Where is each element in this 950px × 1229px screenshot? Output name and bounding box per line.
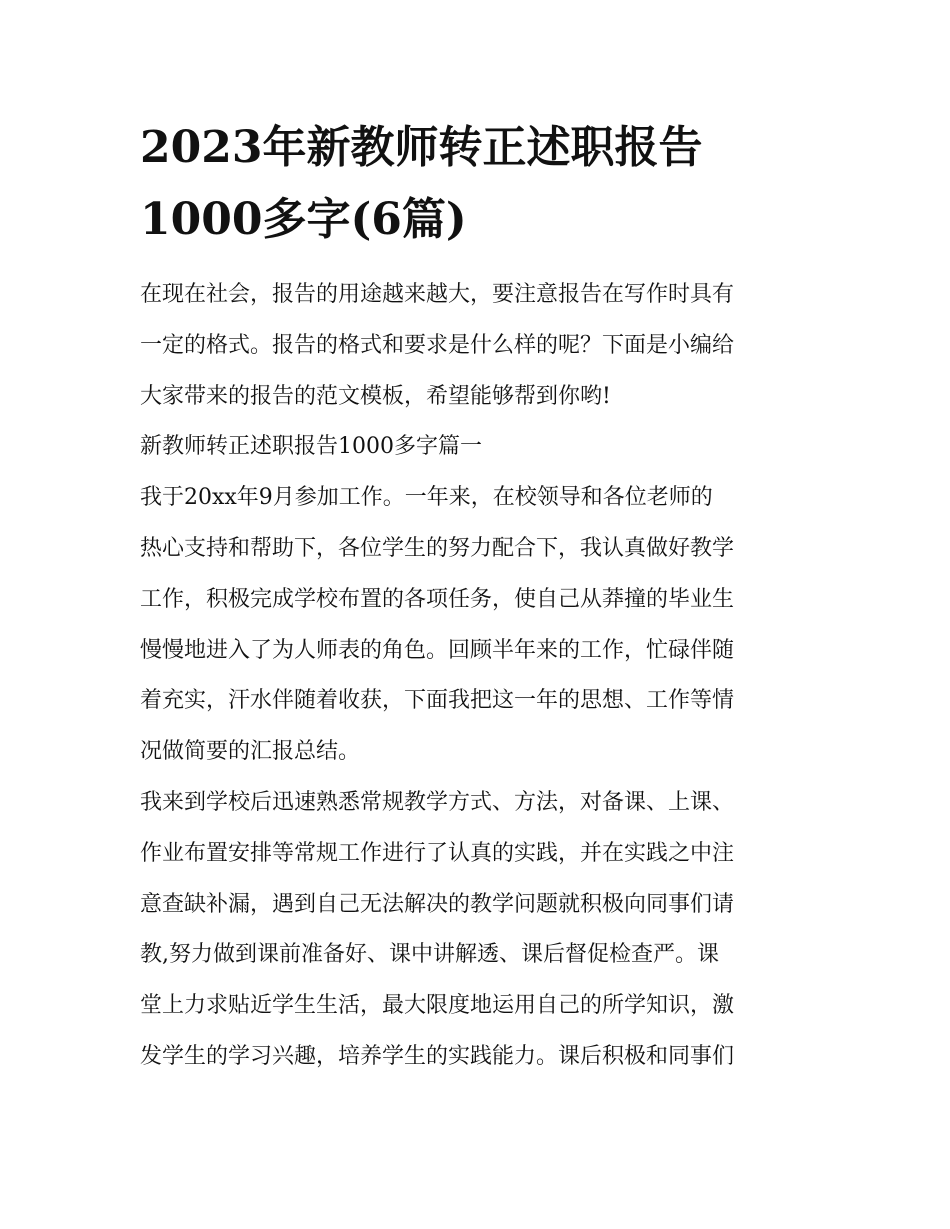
paragraph-line: 堂上力求贴近学生生活，最大限度地运用自己的所学知识，激 (140, 993, 735, 1019)
section-heading (140, 422, 815, 473)
body-paragraph-1 (140, 473, 815, 778)
paragraph-line: 发学生的学习兴趣，培养学生的实践能力。课后积极和同事们 (140, 1043, 735, 1069)
paragraph-line: 大家带来的报告的范文模板，希望能够帮到你哟! (140, 383, 611, 409)
paragraph-line: 作业布置安排等常规工作进行了认真的实践，并在实践之中注 (140, 840, 735, 866)
intro-paragraph (140, 270, 815, 422)
paragraph-line: 我来到学校后迅速熟悉常规教学方式、方法，对备课、上课、 (140, 789, 735, 815)
paragraph-line: 我于20xx年9月参加工作。一年来，在校领导和各位老师的 (140, 485, 713, 511)
document-body (140, 270, 815, 1083)
paragraph-line: 教,努力做到课前准备好、课中讲解透、课后督促检查严。课 (140, 942, 719, 968)
paragraph-line: 工作，积极完成学校布置的各项任务，使自己从莽撞的毕业生 (140, 586, 735, 612)
title-line-1: 2023年新教师转正述职报告 (140, 122, 703, 173)
document-content (140, 112, 815, 1083)
paragraph-line: 意查缺补漏，遇到自己无法解决的教学问题就积极向同事们请 (140, 891, 735, 917)
document-title (140, 112, 815, 256)
paragraph-line: 况做简要的汇报总结。 (140, 739, 361, 765)
paragraph-line: 在现在社会，报告的用途越来越大，要注意报告在写作时具有 (140, 282, 735, 307)
title-line-2: 1000多字(6篇) (140, 194, 467, 245)
paragraph-line: 慢慢地进入了为人师表的角色。回顾半年来的工作，忙碌伴随 (140, 637, 735, 663)
paragraph-line: 着充实，汗水伴随着收获，下面我把这一年的思想、工作等情 (140, 688, 735, 714)
paragraph-line: 热心支持和帮助下，各位学生的努力配合下，我认真做好教学 (140, 535, 735, 561)
body-paragraph-2 (140, 778, 815, 1083)
section-heading-text: 新教师转正述职报告1000多字篇一 (140, 434, 482, 460)
paragraph-line: 一定的格式。报告的格式和要求是什么样的呢？下面是小编给 (140, 332, 735, 358)
